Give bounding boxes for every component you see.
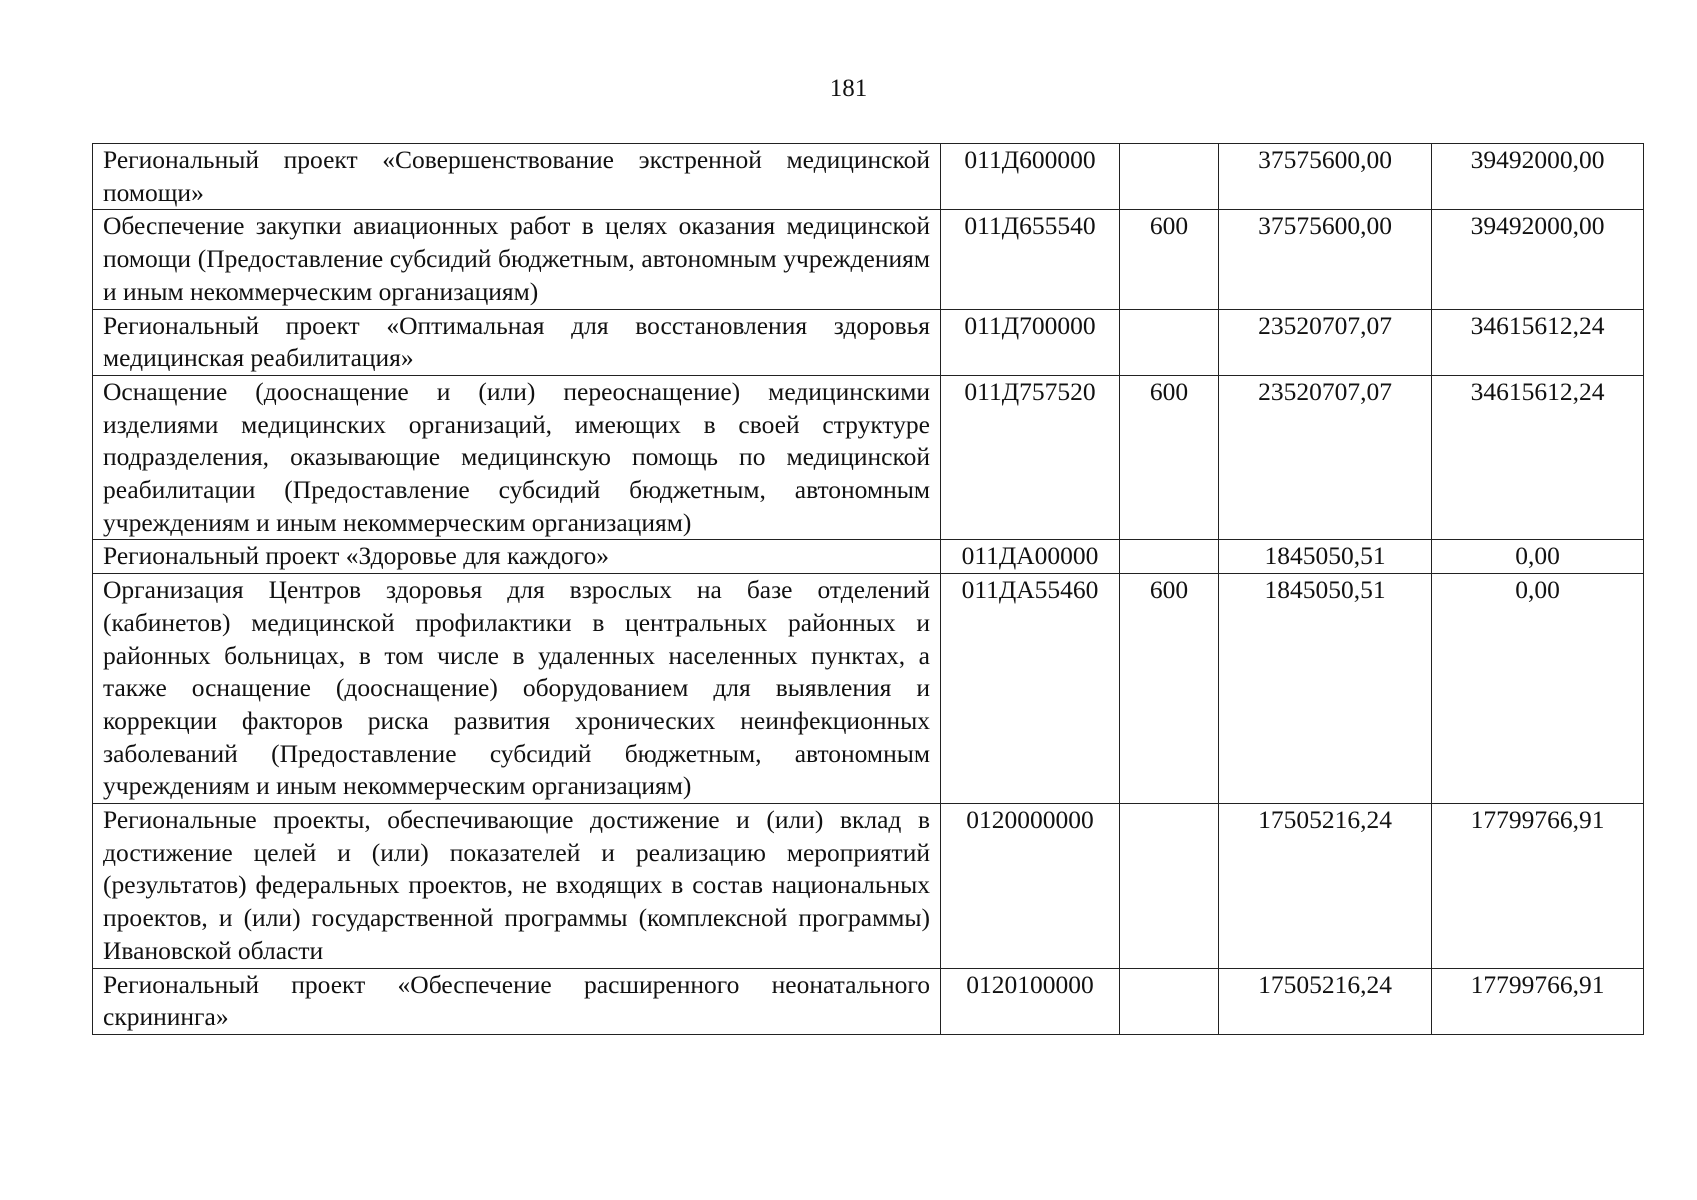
expense-type-cell: [1120, 309, 1219, 375]
expense-type-cell: [1120, 144, 1219, 210]
target-code-cell: 011Д600000: [941, 144, 1120, 210]
item-name-cell: Региональный проект «Здоровье для каждого»: [93, 540, 941, 574]
target-code-cell: 011ДА55460: [941, 574, 1120, 804]
amount-cell-1: 37575600,00: [1219, 144, 1432, 210]
table-row: [93, 210, 1644, 309]
amount-cell-2: 17799766,91: [1432, 968, 1644, 1034]
amount-cell-1: 1845050,51: [1219, 574, 1432, 804]
expense-type-cell: 600: [1120, 375, 1219, 540]
target-code-cell: 011Д700000: [941, 309, 1120, 375]
table-row: [93, 574, 1644, 804]
item-name-cell: Региональные проекты, обеспечивающие достижение и (или) вклад в достижение целей и (или) показателей и реализацию мероприятий (результатов) федеральных проектов, не входящих в состав национальных проектов, и (или) государственной программы (комплексной программы) Ивановской области: [93, 804, 941, 969]
amount-cell-2: 34615612,24: [1432, 375, 1644, 540]
amount-cell-1: 17505216,24: [1219, 968, 1432, 1034]
target-code-cell: 011ДА00000: [941, 540, 1120, 574]
item-name-cell: Оснащение (дооснащение и (или) переоснащение) медицинскими изделиями медицинских организаций, имеющих в своей структуре подразделения, оказывающие медицинскую помощь по медицинской реабилитации (Предоставление субсидий бюджетным, автономным учреждениям и иным некоммерческим организациям): [93, 375, 941, 540]
target-code-cell: 0120000000: [941, 804, 1120, 969]
expense-type-cell: 600: [1120, 210, 1219, 309]
item-name-cell: Региональный проект «Совершенствование экстренной медицинской помощи»: [93, 144, 941, 210]
expense-type-cell: 600: [1120, 574, 1219, 804]
expense-type-cell: [1120, 968, 1219, 1034]
table-row: [93, 375, 1644, 540]
table-row: [93, 968, 1644, 1034]
item-name-cell: Региональный проект «Обеспечение расширенного неонатального скрининга»: [93, 968, 941, 1034]
target-code-cell: 011Д757520: [941, 375, 1120, 540]
amount-cell-1: 37575600,00: [1219, 210, 1432, 309]
amount-cell-1: 23520707,07: [1219, 375, 1432, 540]
budget-table: [92, 143, 1644, 1035]
amount-cell-2: 39492000,00: [1432, 210, 1644, 309]
table-row: [93, 309, 1644, 375]
amount-cell-2: 39492000,00: [1432, 144, 1644, 210]
table-row: [93, 804, 1644, 969]
page-number: 181: [829, 75, 868, 102]
amount-cell-2: 0,00: [1432, 540, 1644, 574]
table-row: [93, 540, 1644, 574]
expense-type-cell: [1120, 540, 1219, 574]
amount-cell-1: 23520707,07: [1219, 309, 1432, 375]
item-name-cell: Обеспечение закупки авиационных работ в целях оказания медицинской помощи (Предоставление субсидий бюджетным, автономным учреждениям и иным некоммерческим организациям): [93, 210, 941, 309]
target-code-cell: 011Д655540: [941, 210, 1120, 309]
item-name-cell: Организация Центров здоровья для взрослых на базе отделений (кабинетов) медицинской профилактики в центральных районных и районных больницах, в том числе в удаленных населенных пунктах, а также оснащение (дооснащение) оборудованием для выявления и коррекции факторов риска развития хронических неинфекционных заболеваний (Предоставление субсидий бюджетным, автономным учреждениям и иным некоммерческим организациям): [93, 574, 941, 804]
amount-cell-1: 1845050,51: [1219, 540, 1432, 574]
amount-cell-2: 34615612,24: [1432, 309, 1644, 375]
table-row: [93, 144, 1644, 210]
amount-cell-1: 17505216,24: [1219, 804, 1432, 969]
item-name-cell: Региональный проект «Оптимальная для восстановления здоровья медицинская реабилитация»: [93, 309, 941, 375]
amount-cell-2: 0,00: [1432, 574, 1644, 804]
amount-cell-2: 17799766,91: [1432, 804, 1644, 969]
target-code-cell: 0120100000: [941, 968, 1120, 1034]
expense-type-cell: [1120, 804, 1219, 969]
